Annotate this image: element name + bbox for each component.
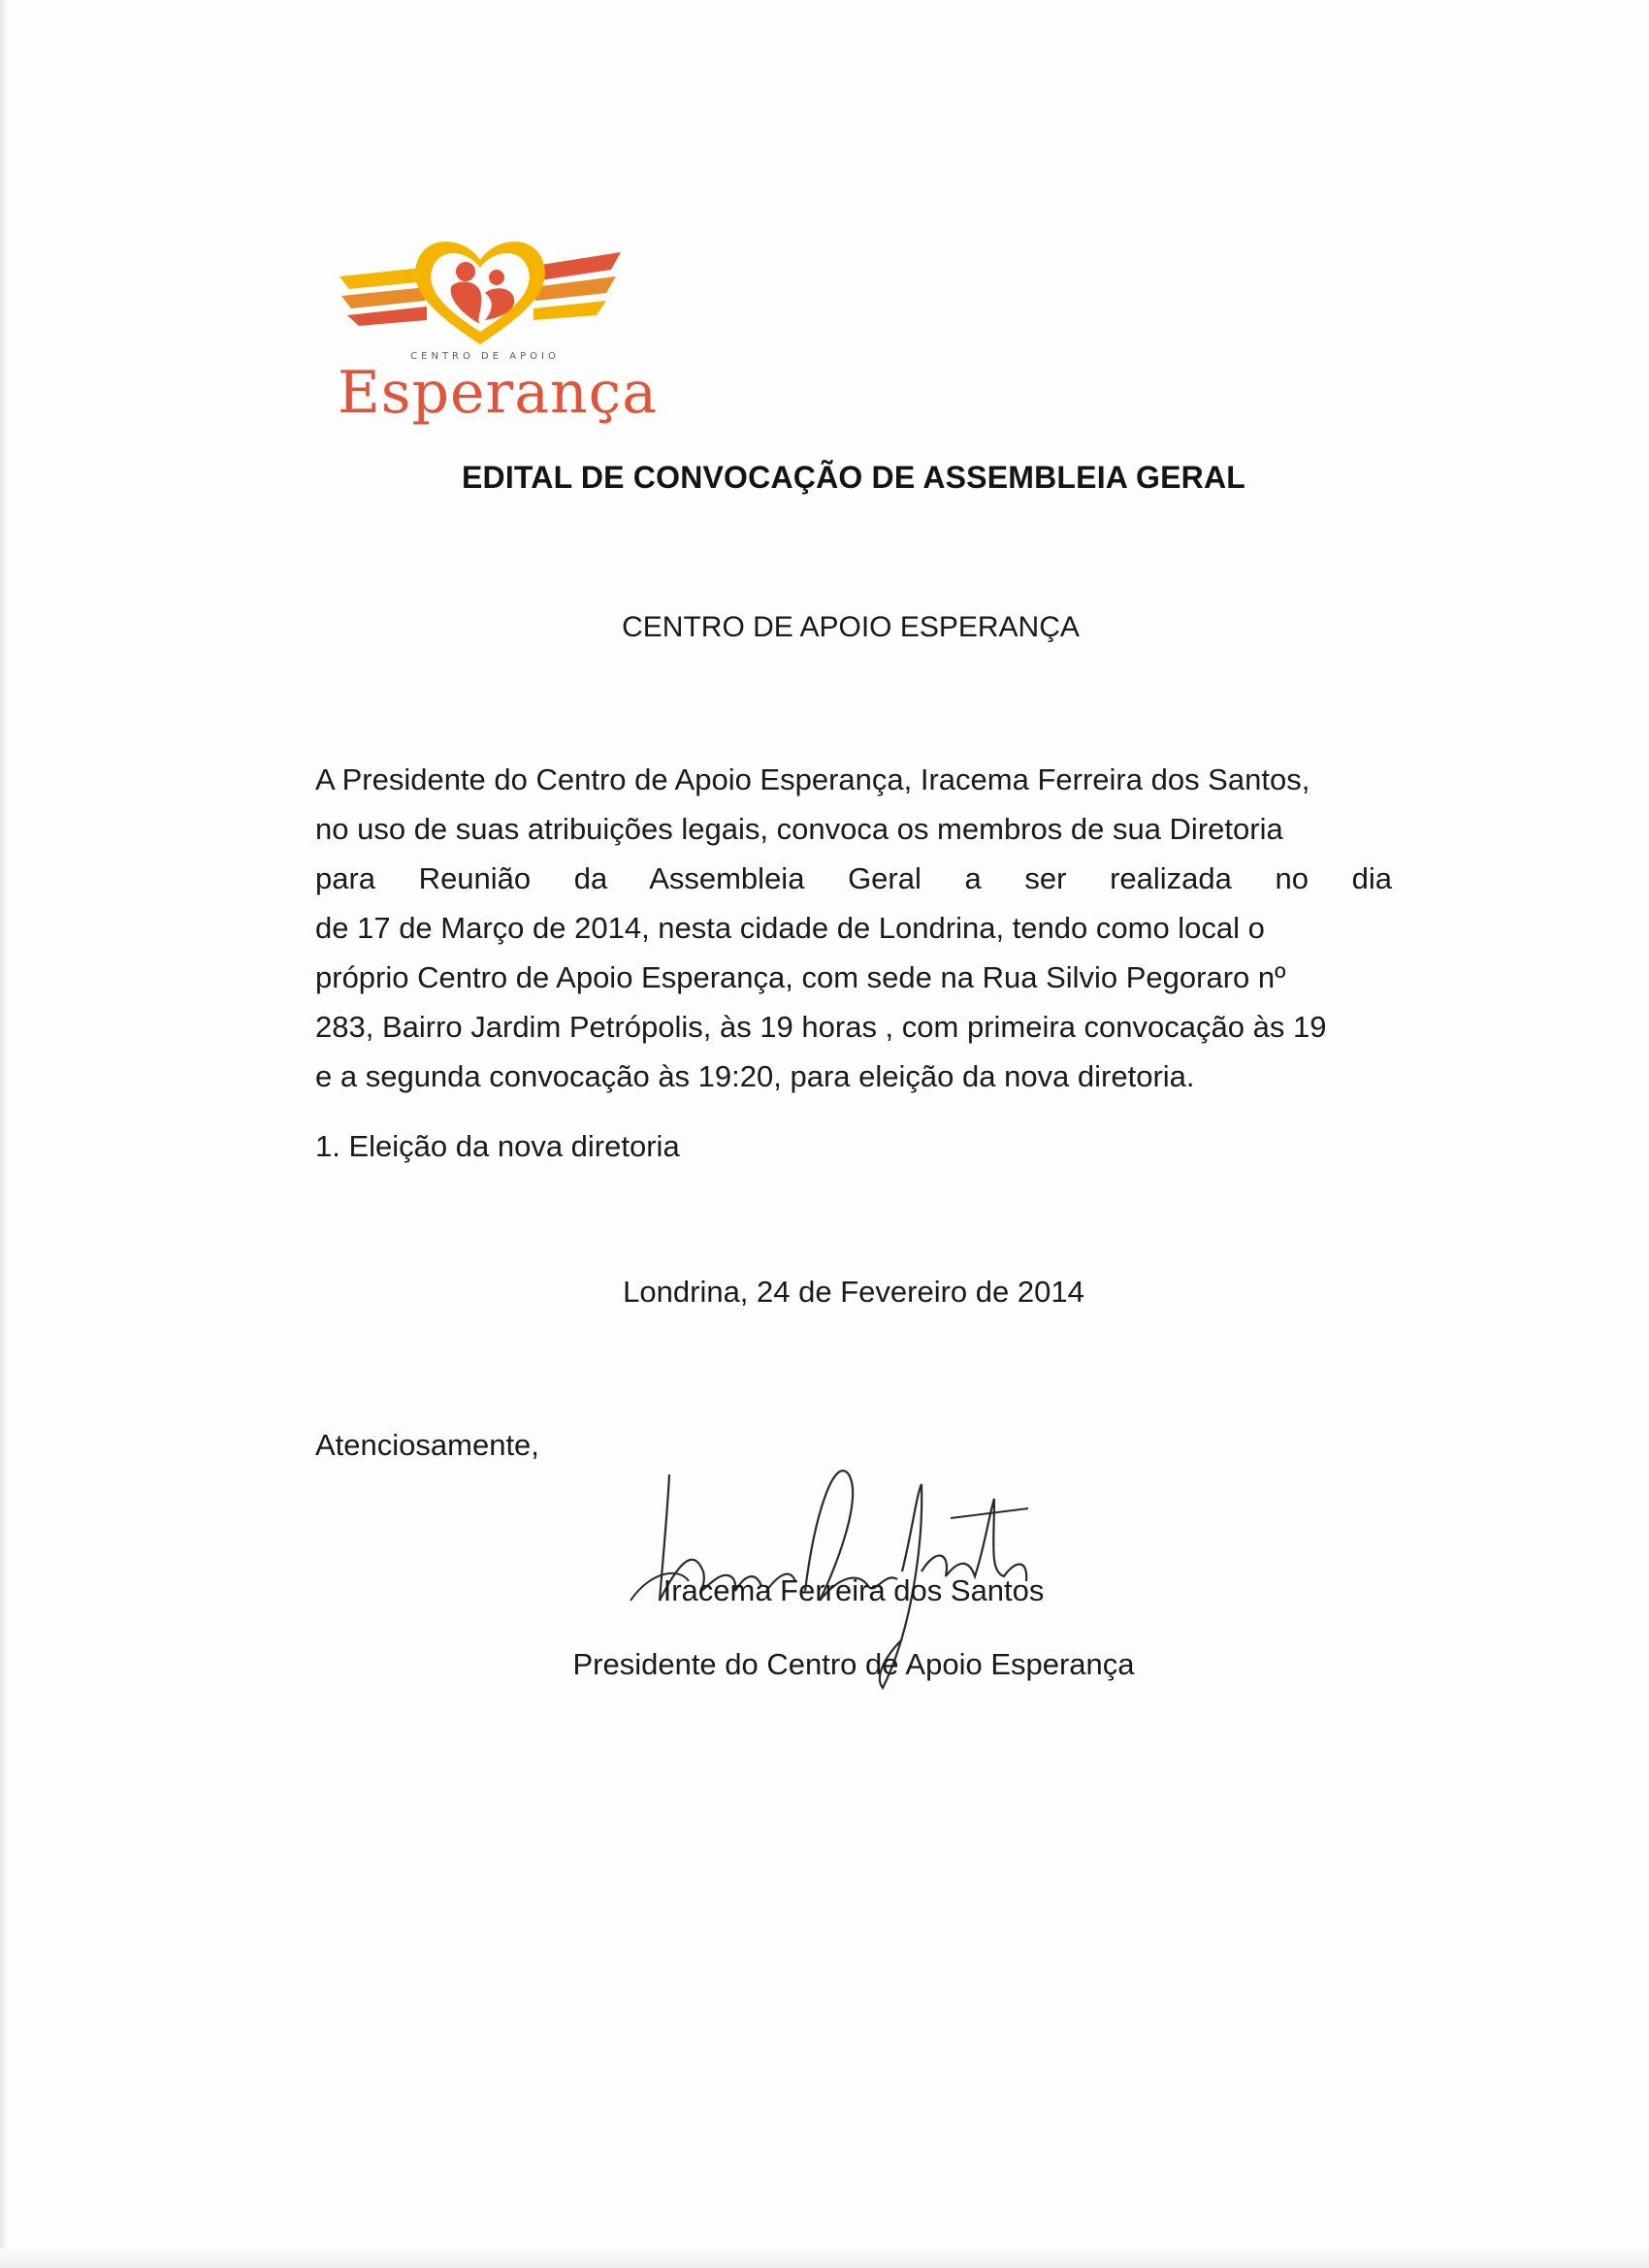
body-line: no uso de suas atribuições legais, convoca os membros de sua Diretoria <box>315 812 1283 846</box>
body-line: e a segunda convocação às 19:20, para eleição da nova diretoria. <box>315 1059 1195 1093</box>
scan-edge <box>0 2249 1649 2268</box>
body-line: para Reunião da Assembleia Geral a ser realizada no dia <box>315 861 1392 895</box>
body-line: de 17 de Março de 2014, nesta cidade de Londrina, tendo como local o <box>315 911 1265 945</box>
body-line: próprio Centro de Apoio Esperança, com sede na Rua Silvio Pegoraro nº <box>315 960 1286 994</box>
body-paragraph <box>315 755 1392 1101</box>
closing-salutation: Atenciosamente, <box>315 1428 539 1462</box>
agenda-item: 1. Eleição da nova diretoria <box>315 1129 680 1163</box>
organization-logo <box>330 223 658 427</box>
scan-edge <box>0 0 8 2268</box>
logo-subtitle: CENTRO DE APOIO <box>410 351 560 362</box>
body-line: 283, Bairro Jardim Petrópolis, às 19 horas , com primeira convocação às 19 <box>315 1010 1327 1044</box>
document-title: EDITAL DE CONVOCAÇÃO DE ASSEMBLEIA GERAL <box>461 460 1246 495</box>
signer-name: Iracema Ferreira dos Santos <box>663 1573 1045 1607</box>
heart-wings-logo-icon <box>330 223 640 359</box>
signer-role: Presidente do Centro de Apoio Esperança <box>572 1647 1135 1681</box>
organization-heading: CENTRO DE APOIO ESPERANÇA <box>622 611 1080 643</box>
place-date: Londrina, 24 de Fevereiro de 2014 <box>623 1275 1084 1309</box>
logo-name: Esperança <box>338 359 658 427</box>
body-line: A Presidente do Centro de Apoio Esperança, Iracema Ferreira dos Santos, <box>315 762 1310 796</box>
